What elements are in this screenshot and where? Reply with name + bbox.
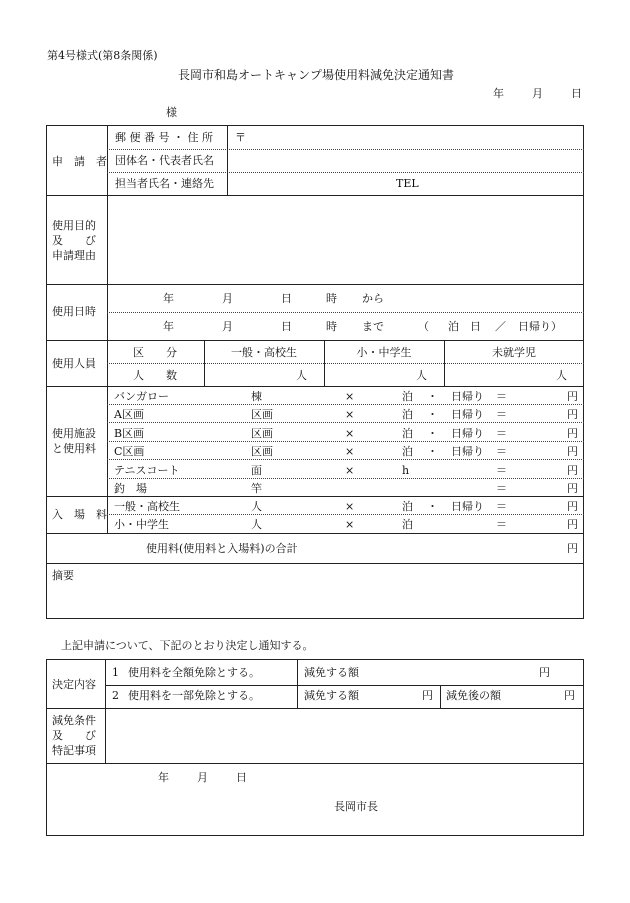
usage-datetime-label: 使用日時 <box>52 305 96 318</box>
facilities-label: 使用施設 と使用料 <box>52 427 96 455</box>
yen-label: 円 <box>567 390 578 403</box>
facility-name: 釣 場 <box>114 482 147 495</box>
conditions-label: 減免条件 及 び 特記事項 <box>52 714 96 757</box>
entrance-unit: 人 <box>251 518 262 531</box>
total-yen: 円 <box>567 542 578 555</box>
night-label: 泊 <box>402 390 413 403</box>
dayuse-label: 日帰り <box>451 408 484 421</box>
yen-label: 円 <box>567 445 578 458</box>
date-line: 年 月 日 <box>493 87 584 100</box>
equals-sign: ＝ <box>496 427 507 440</box>
entrance-label: 入 場 料 <box>52 508 107 521</box>
dayuse-label: 日帰り <box>451 427 484 440</box>
equals-sign: ＝ <box>496 445 507 458</box>
facility-unit: 区画 <box>251 408 273 421</box>
times-sign: × <box>345 408 355 421</box>
facility-unit: 区画 <box>251 427 273 440</box>
entrance-category: 小・中学生 <box>114 518 169 531</box>
dayuse-label: 日帰り <box>451 390 484 403</box>
total-label: 使用料(使用料と入場料)の合計 <box>146 542 298 555</box>
full-exemption-text: 使用料を全額免除とする。 <box>128 666 260 679</box>
facility-name: バンガロー <box>114 390 169 403</box>
facility-unit: 棟 <box>251 390 262 403</box>
yen-label: 円 <box>567 518 578 531</box>
remarks-label: 摘要 <box>52 569 74 582</box>
equals-sign: ＝ <box>496 464 507 477</box>
night-label: 泊 <box>402 427 413 440</box>
night-label: 泊 <box>402 500 413 513</box>
contact-person-label: 担当者氏名・連絡先 <box>115 177 214 190</box>
entrance-unit: 人 <box>251 500 262 513</box>
yen-label: 円 <box>567 500 578 513</box>
facility-name: B区画 <box>114 427 145 440</box>
equals-sign: ＝ <box>496 500 507 513</box>
count-header: 人 数 <box>133 369 177 382</box>
times-sign: × <box>345 500 355 513</box>
times-sign: × <box>345 390 355 403</box>
separator-dot: ・ <box>427 445 438 458</box>
yen-label: 円 <box>567 464 578 477</box>
night-label: 泊 <box>402 408 413 421</box>
times-sign: × <box>345 427 355 440</box>
times-sign: × <box>345 445 355 458</box>
facility-unit: 竿 <box>251 482 262 495</box>
dayuse-label: 日帰り <box>451 445 484 458</box>
issuer-name: 長岡市長 <box>334 800 378 813</box>
night-label: 泊 <box>402 445 413 458</box>
entrance-category: 一般・高校生 <box>114 500 180 513</box>
addressee-suffix: 様 <box>166 106 177 119</box>
decision-label: 決定内容 <box>52 678 96 691</box>
group-representative-label: 団体名・代表者氏名 <box>115 154 214 167</box>
separator-dot: ・ <box>427 408 438 421</box>
night-label: h <box>402 464 410 477</box>
postal-mark[interactable]: 〒 <box>235 131 246 144</box>
category-header: 区 分 <box>133 346 177 359</box>
form-number: 第4号様式(第8条関係) <box>47 49 158 62</box>
document-title: 長岡市和島オートキャンプ場使用料減免決定通知書 <box>178 68 455 82</box>
postal-address-label: 郵 便 番 号 ・ 住 所 <box>115 131 213 144</box>
facility-unit: 面 <box>251 464 262 477</box>
yen-label: 円 <box>567 427 578 440</box>
facility-name: テニスコート <box>114 464 180 477</box>
times-sign: × <box>345 464 355 477</box>
decision-statement: 上記申請について、下記のとおり決定し通知する。 <box>61 639 314 652</box>
night-label: 泊 <box>402 518 413 531</box>
equals-sign: ＝ <box>496 518 507 531</box>
applicant-label: 申 請 者 <box>52 155 107 168</box>
facility-unit: 区画 <box>251 445 273 458</box>
footer-date: 年 月 日 <box>158 771 249 784</box>
equals-sign: ＝ <box>496 482 507 495</box>
facility-name: C区画 <box>114 445 145 458</box>
partial-exemption-text: 使用料を一部免除とする。 <box>128 689 260 702</box>
attendance-label: 使用人員 <box>52 357 96 370</box>
equals-sign: ＝ <box>496 390 507 403</box>
dayuse-label: 日帰り <box>451 500 484 513</box>
yen-label: 円 <box>567 482 578 495</box>
times-sign: × <box>345 518 355 531</box>
yen-label: 円 <box>567 408 578 421</box>
facility-name: A区画 <box>114 408 144 421</box>
equals-sign: ＝ <box>496 408 507 421</box>
separator-dot: ・ <box>427 390 438 403</box>
tel-label[interactable]: TEL <box>396 177 419 190</box>
separator-dot: ・ <box>427 427 438 440</box>
application-table <box>46 125 584 619</box>
purpose-label: 使用目的 及 び 申請理由 <box>52 219 96 262</box>
separator-dot: ・ <box>427 500 438 513</box>
